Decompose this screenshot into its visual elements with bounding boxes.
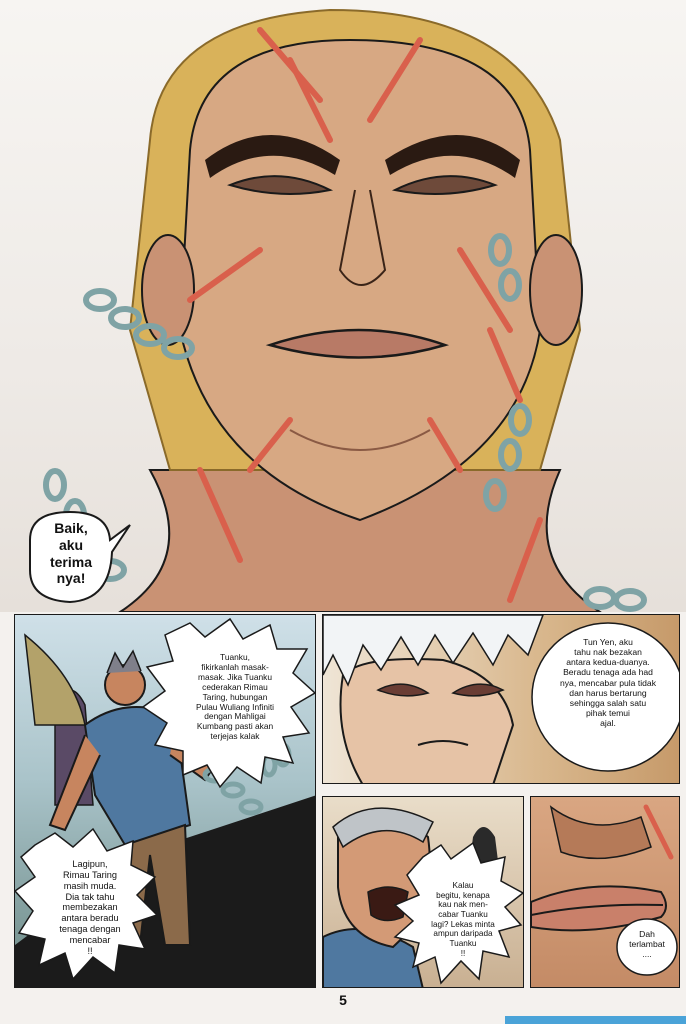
speech-line: terima: [49, 553, 93, 570]
speech-line: Kumbang pasti akan: [196, 721, 274, 732]
speech-line: dan harus bertarung: [569, 687, 647, 698]
speech-line: Kalau: [452, 881, 474, 890]
speech-line: Rimau Taring: [63, 869, 117, 880]
speech-line: lagi? Lekas minta: [431, 919, 495, 929]
speech-line: ampun daripada: [433, 929, 493, 939]
speech-bubble-lagipun: [35, 859, 145, 957]
speech-bubble-tuanku: [175, 653, 295, 742]
speech-line: !!: [460, 948, 466, 958]
speech-line: !!: [87, 945, 93, 956]
panel-left-action: [14, 614, 316, 988]
speech-line: masak. Jika Tuanku: [197, 671, 272, 682]
speech-line: membezakan: [62, 902, 118, 913]
speech-line: Dia tak tahu: [65, 891, 115, 902]
speech-line: ajal.: [600, 718, 616, 729]
speech-line: Baik,: [54, 520, 88, 536]
speech-line: cederakan Rimau: [202, 681, 268, 692]
speech-line: Lagipun,: [72, 859, 108, 869]
panel-shouting-man: [322, 796, 524, 988]
speech-line: terlambat: [629, 939, 665, 950]
speech-line: Tuanku,: [220, 652, 250, 662]
speech-line: dengan Mahligai: [204, 711, 266, 722]
speech-bubble-tun-yen: [540, 637, 676, 728]
speech-line: Dah: [639, 929, 655, 939]
speech-line: antara beradu: [61, 913, 119, 924]
page-number: 5: [339, 992, 347, 1008]
speech-line: tenaga dengan: [59, 924, 121, 935]
speech-line: masih muda.: [63, 880, 117, 891]
speech-line: cabar Tuanku: [438, 910, 488, 920]
speech-line: begitu, kenapa: [436, 890, 490, 900]
speech-bubble-dah-terlambat: [619, 929, 675, 959]
speech-line: aku: [58, 536, 84, 553]
speech-line: nya, mencabar pula tidak: [559, 677, 657, 688]
speech-line: Tuanku: [449, 939, 477, 949]
bottom-color-strip: [505, 1016, 686, 1024]
speech-line: Pulau Wuliang Infiniti: [195, 701, 275, 712]
speech-bubble-baik: [32, 520, 110, 587]
speech-line: ....: [642, 949, 652, 960]
speech-line: antara kedua-duanya.: [566, 657, 650, 668]
speech-bubble-kalau-begitu: [411, 881, 515, 958]
speech-line: fikirkanlah masak-: [201, 661, 269, 672]
speech-line: kau nak men-: [438, 900, 488, 910]
speech-line: nya!: [56, 570, 86, 587]
speech-line: Taring, hubungan: [202, 691, 268, 702]
speech-line: Beradu tenaga ada had: [563, 667, 653, 678]
panel-mouth-closeup: [530, 796, 680, 988]
speech-line: pihak temui: [586, 707, 630, 718]
panel-white-hair: [322, 614, 680, 784]
speech-line: mencabar: [69, 935, 111, 946]
speech-line: tahu nak bezakan: [574, 647, 642, 658]
speech-line: terjejas kalak: [210, 731, 260, 742]
speech-line: sehingga salah satu: [569, 697, 647, 708]
speech-line: Tun Yen, aku: [583, 637, 633, 647]
